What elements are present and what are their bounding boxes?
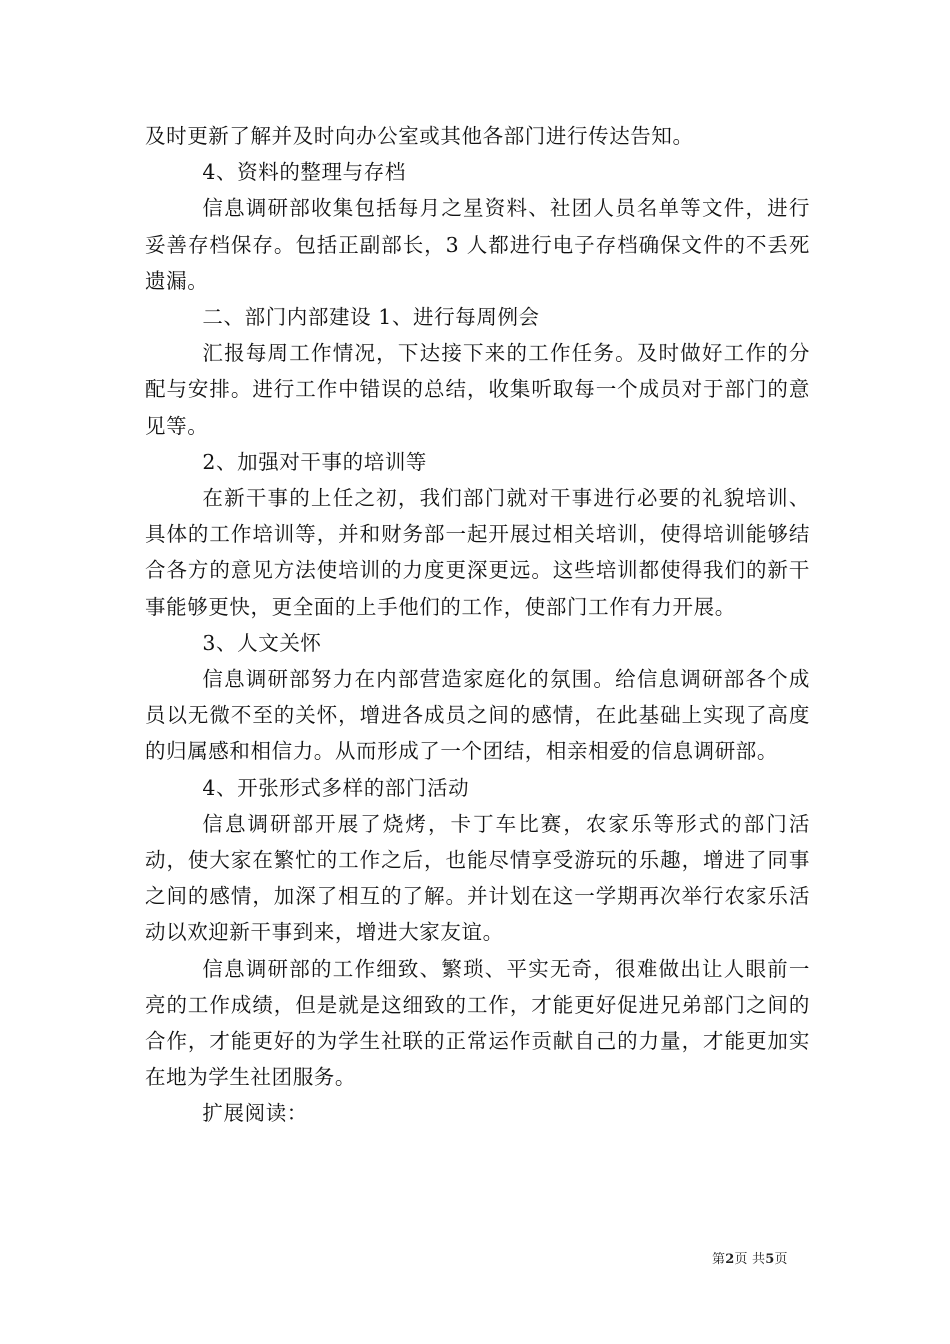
section-heading: 2、加强对干事的培训等 (202, 449, 428, 474)
footer-middle: 页 共 (734, 1252, 766, 1267)
section-heading: 4、资料的整理与存档 (202, 160, 406, 185)
paragraph: 汇报每周工作情况，下达接下来的工作任务。及时做好工作的分配与安排。进行工作中错误的总结，收集听取每一个成员对于部门的意见等。 (145, 341, 810, 438)
section-heading: 3、人文关怀 (202, 630, 322, 655)
paragraph: 在新干事的上任之初，我们部门就对干事进行必要的礼貌培训、具体的工作培训等，并和财务部一起开展过相关培训，使得培训能够结合各方的意见方法使培训的力度更深更远。这些培训都使得我们的新干事能够更快，更全面的上手他们的工作，使部门工作有力开展。 (145, 486, 810, 619)
paragraph: 信息调研部开展了烧烤，卡丁车比赛，农家乐等形式的部门活动，使大家在繁忙的工作之后，也能尽情享受游玩的乐趣，增进了同事之间的感情，加深了相互的了解。并计划在这一学期再次举行农家乐活动以欢迎新干事到来，增进大家友谊。 (145, 811, 810, 945)
footer-suffix: 页 (774, 1252, 788, 1267)
section-heading: 4、开张形式多样的部门活动 (202, 775, 470, 800)
total-page-number: 5 (765, 1252, 775, 1267)
document-body (145, 118, 810, 1132)
footer-prefix: 第 (712, 1252, 726, 1267)
paragraph: 及时更新了解并及时向办公室或其他各部门进行传达告知。 (145, 124, 694, 148)
paragraph: 信息调研部的工作细致、繁琐、平实无奇，很难做出让人眼前一亮的工作成绩，但是就是这细致的工作，才能更好促进兄弟部门之间的合作，才能更好的为学生社联的正常运作贡献自己的力量，才能更加实在地为学生社团服务。 (145, 956, 810, 1090)
paragraph: 信息调研部收集包括每月之星资料、社团人员名单等文件，进行妥善存档保存。包括正副部长，3 人都进行电子存档确保文件的不丢死遗漏。 (145, 196, 810, 293)
paragraph: 扩展阅读： (202, 1101, 308, 1126)
current-page-number: 2 (725, 1252, 735, 1267)
paragraph: 信息调研部努力在内部营造家庭化的氛围。给信息调研部各个成员以无微不至的关怀，增进各成员之间的感情，在此基础上实现了高度的归属感和相信力。从而形成了一个团结，相亲相爱的信息调研部。 (145, 667, 810, 764)
section-heading: 二、部门内部建设 1、进行每周例会 (202, 305, 540, 330)
page-number-footer (712, 1248, 788, 1267)
